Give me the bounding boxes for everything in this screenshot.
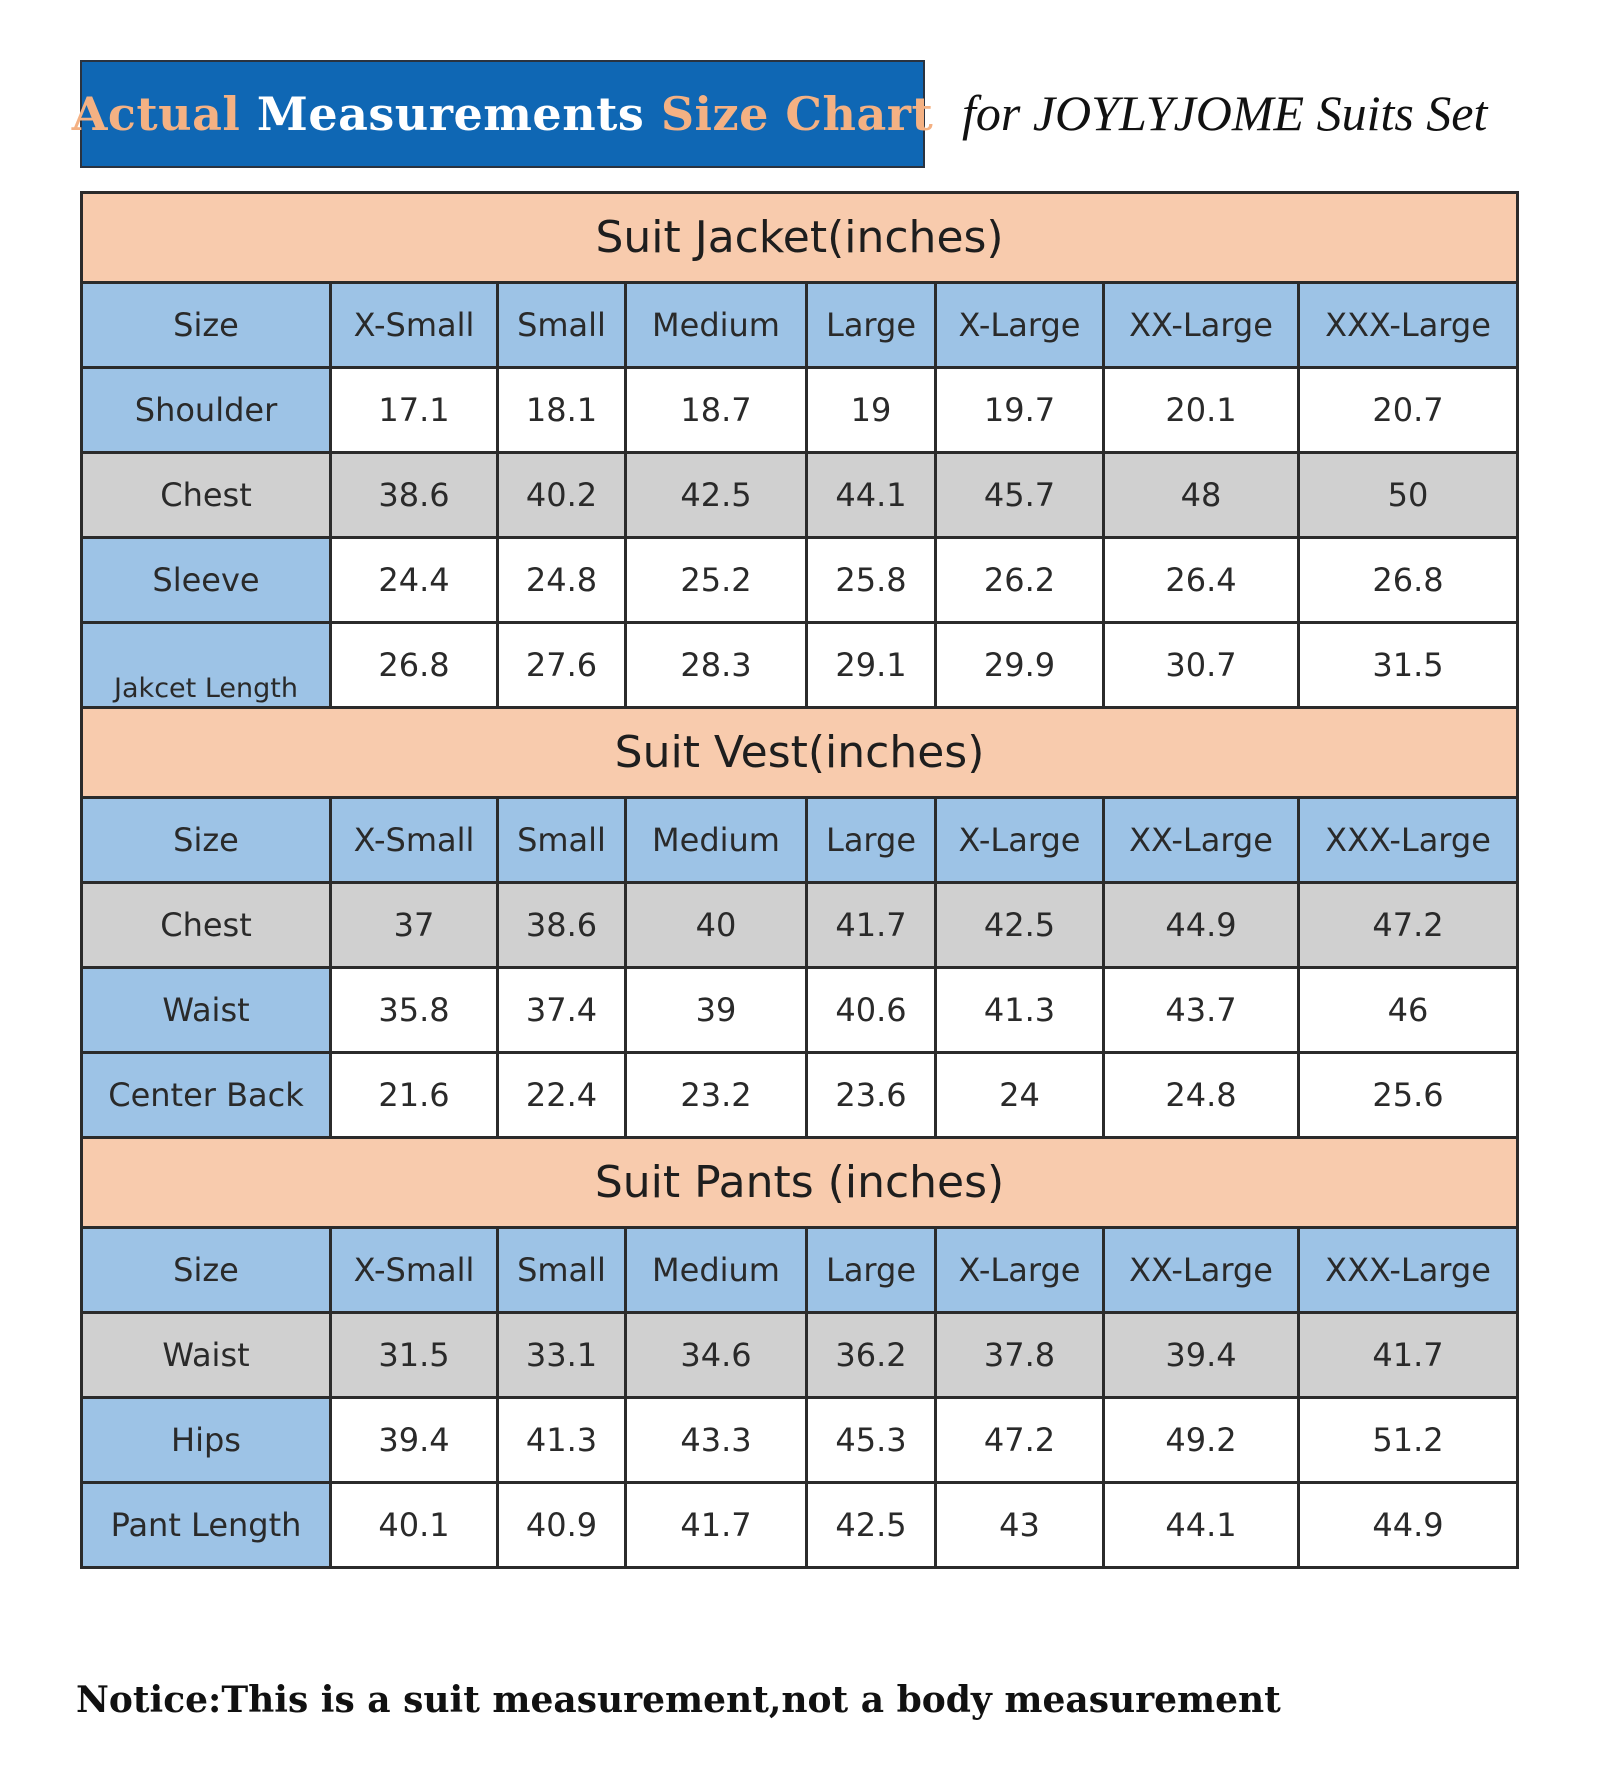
size-header-cell: Size <box>82 798 331 883</box>
banner-title <box>72 87 934 141</box>
size-header-cell: Medium <box>626 1228 807 1313</box>
measurement-cell: 42.5 <box>626 453 807 538</box>
measurement-cell: 26.4 <box>1104 538 1299 623</box>
measurement-cell: 47.2 <box>936 1398 1104 1483</box>
measurement-cell: 43.7 <box>1104 968 1299 1053</box>
row-label: Pant Length <box>82 1483 331 1568</box>
size-header-cell: X-Small <box>331 798 498 883</box>
section-row-pants <box>82 1138 1518 1228</box>
measurement-cell: 20.1 <box>1104 368 1299 453</box>
row-label: Chest <box>82 453 331 538</box>
measurement-cell: 43.3 <box>626 1398 807 1483</box>
measurement-cell: 26.2 <box>936 538 1104 623</box>
measurement-cell: 41.3 <box>936 968 1104 1053</box>
row-label: Chest <box>82 883 331 968</box>
row-label: Waist <box>82 968 331 1053</box>
section-title-pants: Suit Pants (inches) <box>82 1138 1518 1228</box>
table-row <box>82 1398 1518 1483</box>
measurement-cell: 24 <box>936 1053 1104 1138</box>
row-label: Center Back <box>82 1053 331 1138</box>
measurement-cell: 51.2 <box>1299 1398 1518 1483</box>
size-header-cell: X-Large <box>936 283 1104 368</box>
size-header-cell: Large <box>807 798 936 883</box>
size-header-cell: Small <box>498 798 626 883</box>
measurement-cell: 38.6 <box>498 883 626 968</box>
measurement-cell: 21.6 <box>331 1053 498 1138</box>
measurement-cell: 26.8 <box>1299 538 1518 623</box>
measurement-cell: 44.9 <box>1104 883 1299 968</box>
size-header-row-jacket <box>82 283 1518 368</box>
measurement-cell: 18.7 <box>626 368 807 453</box>
measurement-cell: 24.8 <box>498 538 626 623</box>
measurement-cell: 31.5 <box>331 1313 498 1398</box>
size-header-cell: X-Small <box>331 1228 498 1313</box>
table-row <box>82 368 1518 453</box>
measurement-cell: 39.4 <box>331 1398 498 1483</box>
size-header-cell: Large <box>807 283 936 368</box>
table-row <box>82 1313 1518 1398</box>
measurement-cell: 25.6 <box>1299 1053 1518 1138</box>
measurement-cell: 23.2 <box>626 1053 807 1138</box>
measurement-cell: 33.1 <box>498 1313 626 1398</box>
measurement-cell: 45.3 <box>807 1398 936 1483</box>
measurement-cell: 26.8 <box>331 623 498 708</box>
measurement-cell: 22.4 <box>498 1053 626 1138</box>
size-header-cell: Large <box>807 1228 936 1313</box>
size-header-cell: X-Large <box>936 798 1104 883</box>
measurement-cell: 19.7 <box>936 368 1104 453</box>
banner-word-measurements: Measurements <box>256 87 645 141</box>
size-header-cell: XXX-Large <box>1299 798 1518 883</box>
measurement-cell: 44.1 <box>807 453 936 538</box>
size-chart-table <box>80 191 1519 1569</box>
measurement-cell: 42.5 <box>936 883 1104 968</box>
size-header-cell: Medium <box>626 798 807 883</box>
measurement-cell: 35.8 <box>331 968 498 1053</box>
size-header-cell: XX-Large <box>1104 1228 1299 1313</box>
measurement-cell: 38.6 <box>331 453 498 538</box>
measurement-cell: 45.7 <box>936 453 1104 538</box>
measurement-cell: 18.1 <box>498 368 626 453</box>
row-label: Sleeve <box>82 538 331 623</box>
size-header-cell: XX-Large <box>1104 798 1299 883</box>
measurement-cell: 28.3 <box>626 623 807 708</box>
measurement-cell: 41.7 <box>626 1483 807 1568</box>
measurement-cell: 20.7 <box>1299 368 1518 453</box>
measurement-cell: 25.2 <box>626 538 807 623</box>
measurement-cell: 24.4 <box>331 538 498 623</box>
measurement-cell: 36.2 <box>807 1313 936 1398</box>
measurement-cell: 49.2 <box>1104 1398 1299 1483</box>
table-row <box>82 1483 1518 1568</box>
measurement-cell: 27.6 <box>498 623 626 708</box>
size-header-row-vest <box>82 798 1518 883</box>
banner-word-size-chart: Size Chart <box>660 87 934 141</box>
table-row <box>82 883 1518 968</box>
table-row <box>82 1053 1518 1138</box>
measurement-cell: 34.6 <box>626 1313 807 1398</box>
measurement-cell: 48 <box>1104 453 1299 538</box>
measurement-cell: 40.2 <box>498 453 626 538</box>
measurement-cell: 47.2 <box>1299 883 1518 968</box>
table-row <box>82 453 1518 538</box>
measurement-cell: 50 <box>1299 453 1518 538</box>
section-row-vest <box>82 708 1518 798</box>
size-header-cell: Small <box>498 283 626 368</box>
title-banner <box>71 60 934 168</box>
measurement-cell: 46 <box>1299 968 1518 1053</box>
measurement-cell: 31.5 <box>1299 623 1518 708</box>
notice-text: Notice:This is a suit measurement,not a body measurement <box>76 1679 1281 1721</box>
measurement-cell: 23.6 <box>807 1053 936 1138</box>
measurement-cell: 37.8 <box>936 1313 1104 1398</box>
measurement-cell: 29.9 <box>936 623 1104 708</box>
row-label: Waist <box>82 1313 331 1398</box>
banner-word-actual: Actual <box>71 87 241 141</box>
section-title-vest: Suit Vest(inches) <box>82 708 1518 798</box>
measurement-cell: 39 <box>626 968 807 1053</box>
measurement-cell: 41.7 <box>807 883 936 968</box>
measurement-cell: 41.3 <box>498 1398 626 1483</box>
measurement-cell: 41.7 <box>1299 1313 1518 1398</box>
size-header-cell: Medium <box>626 283 807 368</box>
measurement-cell: 40.1 <box>331 1483 498 1568</box>
row-label: Shoulder <box>82 368 331 453</box>
measurement-cell: 19 <box>807 368 936 453</box>
size-header-cell: XXX-Large <box>1299 1228 1518 1313</box>
table-row <box>82 538 1518 623</box>
size-header-cell: Size <box>82 1228 331 1313</box>
size-header-row-pants <box>82 1228 1518 1313</box>
measurement-cell: 40.6 <box>807 968 936 1053</box>
size-header-cell: X-Small <box>331 283 498 368</box>
measurement-cell: 25.8 <box>807 538 936 623</box>
section-title-jacket: Suit Jacket(inches) <box>82 193 1518 283</box>
measurement-cell: 43 <box>936 1483 1104 1568</box>
size-header-cell: XX-Large <box>1104 283 1299 368</box>
measurement-cell: 37 <box>331 883 498 968</box>
measurement-cell: 29.1 <box>807 623 936 708</box>
row-label: Hips <box>82 1398 331 1483</box>
measurement-cell: 44.1 <box>1104 1483 1299 1568</box>
section-row-jacket <box>82 193 1518 283</box>
row-label: Jakcet Length <box>82 623 331 708</box>
measurement-cell: 44.9 <box>1299 1483 1518 1568</box>
size-header-cell: XXX-Large <box>1299 283 1518 368</box>
measurement-cell: 40.9 <box>498 1483 626 1568</box>
table-row <box>82 968 1518 1053</box>
measurement-cell: 40 <box>626 883 807 968</box>
size-header-cell: Size <box>82 283 331 368</box>
measurement-cell: 30.7 <box>1104 623 1299 708</box>
measurement-cell: 39.4 <box>1104 1313 1299 1398</box>
brand-subtitle: for JOYLYJOME Suits Set <box>962 85 1488 141</box>
measurement-cell: 17.1 <box>331 368 498 453</box>
size-header-cell: X-Large <box>936 1228 1104 1313</box>
measurement-cell: 42.5 <box>807 1483 936 1568</box>
measurement-cell: 37.4 <box>498 968 626 1053</box>
size-header-cell: Small <box>498 1228 626 1313</box>
measurement-cell: 24.8 <box>1104 1053 1299 1138</box>
table-row <box>82 623 1518 708</box>
